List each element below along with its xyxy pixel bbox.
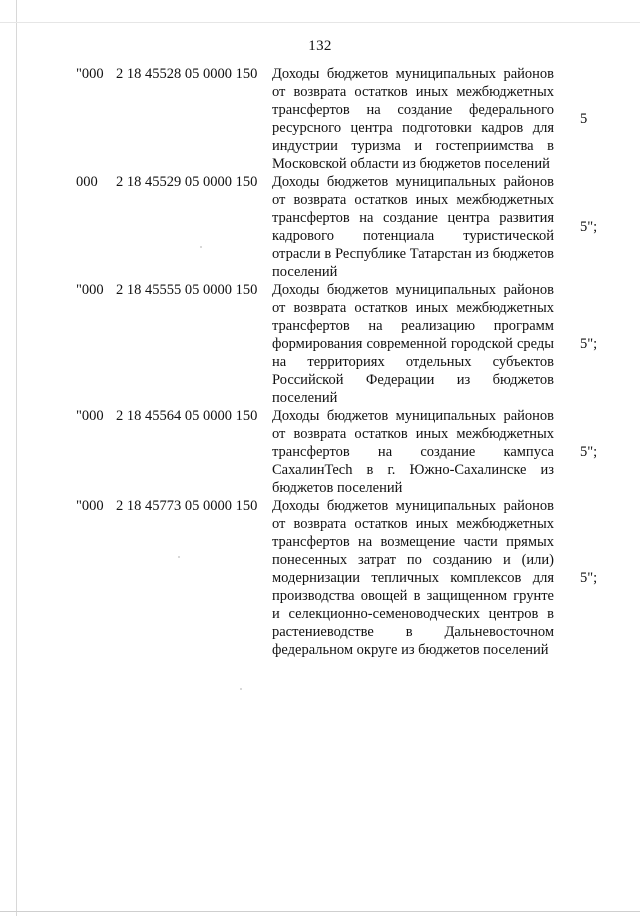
table-row xyxy=(72,65,612,173)
table-row xyxy=(72,173,612,281)
scan-speck xyxy=(240,688,242,690)
scan-edge xyxy=(0,22,640,23)
row-amount-cell xyxy=(554,173,612,281)
scan-edge xyxy=(16,0,17,916)
row-description: Доходы бюджетов муниципальных районов от возврата остатков иных межбюджетных трансфертов на создание центра развития кадрового потенциала туристической отрасли в Республике Татарстан из бюджетов поселений xyxy=(272,174,554,280)
row-prefix: "000 xyxy=(76,282,104,298)
row-code: 2 18 45773 05 0000 150 xyxy=(116,498,258,514)
row-amount: 5 xyxy=(580,111,588,127)
page-number: 132 xyxy=(308,38,332,54)
row-amount: 5"; xyxy=(580,219,598,235)
row-amount: 5"; xyxy=(580,336,598,352)
row-description: Доходы бюджетов муниципальных районов от возврата остатков иных межбюджетных трансфертов на реализацию программ формирования современной городской среды на территориях отдельных субъектов Российской Федерации из бюджетов поселений xyxy=(272,282,554,406)
scan-speck xyxy=(178,556,180,558)
row-amount-cell xyxy=(554,281,612,407)
row-amount-cell xyxy=(554,65,612,173)
budget-code-table xyxy=(72,65,612,659)
row-amount: 5"; xyxy=(580,570,598,586)
row-description: Доходы бюджетов муниципальных районов от возврата остатков иных межбюджетных трансфертов на возмещение части прямых понесенных затрат по созданию и (или) модернизации тепличных комплексов для производства овощей в защищенном грунте и селекционно-семеноводческих центров в растениеводстве в Дальневосточном федеральном округе из бюджетов поселений xyxy=(272,498,554,658)
row-description: Доходы бюджетов муниципальных районов от возврата остатков иных межбюджетных трансфертов на создание федерального ресурсного центра подготовки кадров для индустрии туризма и гостеприимства в Московской области из бюджетов поселений xyxy=(272,66,554,172)
row-prefix: 000 xyxy=(76,174,98,190)
row-amount-cell xyxy=(554,497,612,659)
scan-edge xyxy=(0,911,640,912)
table-row xyxy=(72,497,612,659)
row-description: Доходы бюджетов муниципальных районов от возврата остатков иных межбюджетных трансфертов на создание кампуса СахалинTech в г. Южно-Сахалинске из бюджетов поселений xyxy=(272,408,554,496)
row-code: 2 18 45529 05 0000 150 xyxy=(116,174,258,190)
row-prefix: "000 xyxy=(76,498,104,514)
row-code: 2 18 45564 05 0000 150 xyxy=(116,408,258,424)
row-prefix: "000 xyxy=(76,66,104,82)
row-code: 2 18 45555 05 0000 150 xyxy=(116,282,258,298)
table-row xyxy=(72,407,612,497)
scan-speck xyxy=(200,246,202,248)
row-prefix: "000 xyxy=(76,408,104,424)
row-amount: 5"; xyxy=(580,444,598,460)
table-row xyxy=(72,281,612,407)
row-code: 2 18 45528 05 0000 150 xyxy=(116,66,258,82)
row-amount-cell xyxy=(554,407,612,497)
